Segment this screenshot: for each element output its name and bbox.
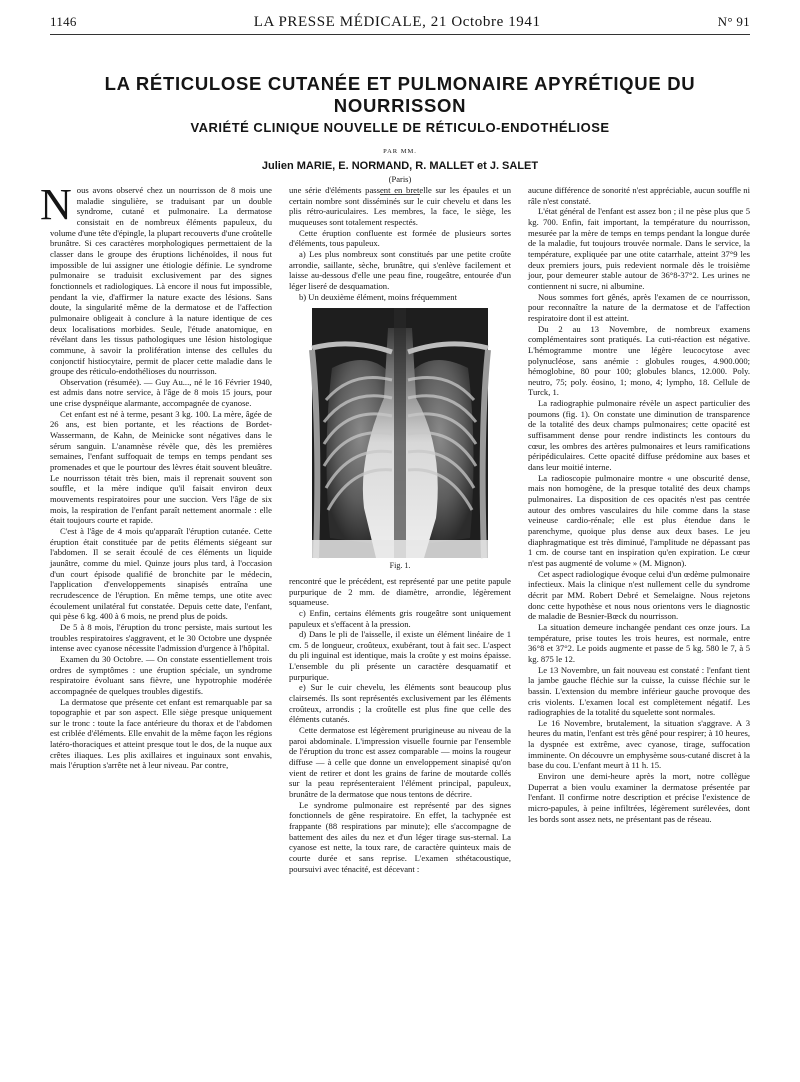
par-mm: PAR MM.	[383, 148, 417, 155]
paragraph: d) Dans le pli de l'aisselle, il existe un élément linéaire de 1 cm. 5 de longueur, croûteux, exubérant, tout à fait sec. L'aspect du pli inguinal est identique, mais la croûte y est moins épaisse. L'ensemble du pli présente un caractère desquamatif et purpurique.	[289, 629, 511, 682]
paragraph: C'est à l'âge de 4 mois qu'apparaît l'éruption cutanée. Cette éruption était constituée par de petits éléments siégeant sur l'abdomen. Il se serait écoulé de ces éléments un liquide jaunâtre, comme du miel. Quinze jours plus tard, à l'occasion d'un court épisode qualifié de bronchite par le médecin, l'application d'enveloppements sinapisés entraîna une recrudescence de l'éruption. En même temps, une otite avec écoulement unilatéral fut constatée. Depuis cette date, l'enfant, qui pèse 6 kg. 400 à 6 mois, ne prend plus de poids.	[50, 526, 272, 622]
paragraph: Cet aspect radiologique évoque celui d'un œdème pulmonaire infectieux. Mais la clinique n'est nullement celle du syndrome décrit par MM. Robert Debré et Semelaigne. Nous rejetons donc cette hypothèse et nous nous orientons vers le diagnostic de maladie de Besnier-Bœck du nourrisson.	[528, 568, 750, 622]
paragraph: Cette dermatose est légèrement prurigineuse au niveau de la paroi abdominale. L'impression visuelle fournie par l'ensemble de l'éruption du tronc est assez comparable — moins la rougeur diffuse — à celle que donne un enveloppement sinapisé qu'on vient de retirer et dont les grains de farine de moutarde collés sur la peau représenteraient l'élément principal, papuleux, brunâtre de la dermatose que nous tentons de décrire.	[289, 725, 511, 799]
chest-radiograph-image	[312, 308, 488, 558]
page-number: 1146	[50, 14, 77, 29]
journal-title: LA PRESSE MÉDICALE, 21 Octobre 1941	[253, 14, 541, 30]
issue-number: N° 91	[717, 14, 750, 29]
paragraph: Cette éruption confluente est formée de plusieurs sortes d'éléments, tous papuleux.	[289, 227, 511, 249]
paragraph: rencontré que le précédent, est représenté par une petite papule purpurique de 2 mm. de diamètre, arrondie, légèrement squameuse.	[289, 575, 511, 608]
paragraph: aucune différence de sonorité n'est appréciable, aucun souffle ni râle n'est constaté.	[528, 185, 750, 206]
column-2	[289, 185, 511, 1055]
paragraph: Nous sommes fort gênés, après l'examen de ce nourrisson, pour reconnaître la nature de la dermatose et de l'affection respiratoire dont il est atteint.	[528, 291, 750, 323]
drop-cap: N	[40, 180, 72, 229]
title-block	[50, 73, 750, 195]
paragraph: La radiographie pulmonaire révèle un aspect particulier des poumons (fig. 1). On constate une diminution de transparence de la totalité des deux champs pulmonaires; cette opacité est suffisamment dense pour rendre indistincts les contours du cœur, les ombres des artères pulmonaires et leurs ramifications péripédiculaires. Cette opacité diffuse prédomine aux bases et dans leur moitié interne.	[528, 398, 750, 473]
paragraph: Examen du 30 Octobre. — On constate essentiellement trois ordres de symptômes : une éruption spéciale, un syndrome respiratoire évoluant sans fièvre, une hypotrophie modérée accompagnée de quelques troubles digestifs.	[50, 653, 272, 696]
figure-1	[289, 308, 511, 572]
paragraph: Le 13 Novembre, un fait nouveau est constaté : l'enfant tient la jambe gauche fléchie sur la cuisse, la cuisse fléchie sur le bassin. L'extension du membre inférieur gauche provoque des cris violents. L'examen local est complètement négatif. Les radiographies de la totalité du squelette sont normales.	[528, 664, 750, 718]
article-title: LA RÉTICULOSE CUTANÉE ET PULMONAIRE APYRÉTIQUE DU NOURRISSON	[104, 73, 696, 116]
paragraph: Cet enfant est né à terme, pesant 3 kg. 100. La mère, âgée de 26 ans, est bien portante, et les réactions de Bordet-Wassermann, de Kahn, de Meinicke sont négatives dans le sérum sanguin. L'anamnèse révèle que, dès les premières semaines, l'enfant suffoquait de temps en temps pendant ses promenades et que le pourtour des lèvres était souvent bleuâtre. Le nourrisson tétait très bien, mais il reprenait souvent son souffle, et la mère indique qu'il faisait environ deux mouvements respiratoires pour une succion. Vers l'âge de six mois, la respiration de l'enfant paraît nettement anormale : elle était toujours courte et rapide.	[50, 408, 272, 526]
paragraph: b) Un deuxième élément, moins fréquemment	[299, 291, 457, 302]
paragraph: une série d'éléments passent en bretelle sur les épaules et un certain nombre sont disséminés sur le cuir chevelu et dans les plis rétro-auriculaires. Les membres, la face, le siège, les muqueuses sont totalement respectés.	[289, 185, 511, 227]
paragraph: c) Enfin, certains éléments gris rougeâtre sont uniquement papuleux et s'effacent à la pression.	[289, 607, 511, 629]
body-columns	[40, 180, 750, 1055]
paragraph: ous avons observé chez un nourrisson de 8 mois une maladie singulière, se traduisant par un double syndrome, cutané et pulmonaire. La dermatose consistait en de nombreux éléments papuleux, du volume d'une tête d'épingle, la plupart recouverts d'une croûtelle brunâtre. Si ces caractères morphologiques permettaient de la classer dans le groupe des éruptions lichénoïdes, il nous fut impossible de lui assigner une étiologie définie. Le syndrome pulmonaire se traduisit exclusivement par des signes fonctionnels et radiologiques. Là encore il nous fut impossible, pendant la vie, d'affirmer la nature exacte des lésions. Sans doute, la singularité même de la dermatose et de l'affection pulmonaire obligeait à conclure à la nature identique de ces deux localisations morbides. Seule, l'étude anatomique, en révélant dans les tissus pathologiques une lésion histologique commune, à savoir la prolifération intense des cellules du conjonctif histiocytaire, permit de placer cette maladie dans le groupe des réticulo-endothélioses du nourrisson.	[50, 185, 272, 377]
figure-caption: Fig. 1.	[389, 561, 411, 571]
paragraph: Du 2 au 13 Novembre, de nombreux examens complémentaires sont pratiqués. La cuti-réaction est négative. L'hémogramme montre une légère leucocytose avec polynucléose, sans anémie : globules rouges, 4.900.000; hémoglobine, 80 pour 100; globules blancs, 12.000. Poly. neutro, 75; poly. éosino, 1; mono, 4; lympho, 18. Cellule de Turck, 1.	[528, 323, 750, 398]
paragraph: De 5 à 8 mois, l'éruption du tronc persiste, mais surtout les troubles respiratoires s'aggravent, et le 30 Octobre une dyspnée intense avec cyanose nécessite l'admission d'urgence à l'hôpital.	[50, 621, 272, 654]
column-3	[528, 185, 750, 1055]
paragraph: Le 16 Novembre, brutalement, la situation s'aggrave. A 3 heures du matin, l'enfant est très gêné pour respirer; à 10 heures, la dyspnée est extrême, avec cyanose, tirage, suffocation imminente. On découvre un emphysème sous-cutané discret à la base du cou. L'enfant meurt à 11 h. 15.	[528, 717, 750, 771]
paragraph: Environ une demi-heure après la mort, notre collègue Duperrat a bien voulu examiner la dermatose présentée par l'enfant. Il confirme notre description et précise l'existence de micro-papules, à peine infiltrées, légèrement surélevées, dont les bords sont assez nets, ne présentant pas de réseau.	[528, 771, 750, 824]
paragraph: La dermatose que présente cet enfant est remarquable par sa topographie et par son aspect. Elle siège presque uniquement sur le tronc : toute la face antérieure du thorax et de l'abdomen est criblée d'éléments. Elle envahit de la même façon les régions latéro-thoraciques et atteint presque tout le dos, de la nuque aux crêtes iliaques. Les plis axillaires et inguinaux sont envahis, mais l'éruption s'arrête net à leur niveau. Par contre,	[50, 696, 272, 771]
paragraph: L'état général de l'enfant est assez bon ; il ne pèse plus que 5 kg. 700. Enfin, fait important, la température du nourrisson, mesurée par la mère de temps en temps pendant la longue durée de la maladie, fut toujours trouvée normale. Dans le service, la température, expliquée par une otite catarrhale, atteint 37°9 les deux premiers jours, puis redevient normale dès le troisième jour, pour demeurer stable autour de 36°8-37°2. Les urines ne contiennent ni sucre, ni albumine.	[528, 206, 750, 291]
paragraph: La radioscopie pulmonaire montre « une obscurité dense, mais non homogène, de la presque totalité des deux champs pulmonaires. La disposition de ces opacités n'est pas centrée autour des ombres vasculaires du hile comme dans la stase veineuse cardio-rénale; elle est plus étendue dans le parenchyme, quoique plus dense aux deux bases. Le jeu diaphragmatique est très diminué, l'amplitude ne dépassant pas 1 cm. de course tant en inspiration qu'en expiration. Le cœur n'est pas augmenté de volume » (M. Mignon).	[528, 472, 750, 568]
paragraph: a) Les plus nombreux sont constitués par une petite croûte arrondie, saillante, sèche, brunâtre, qui s'enlève facilement et laisse au-dessous d'elle une peau fine, rougeâtre, entourée d'un léger liseré de desquamation.	[289, 248, 511, 291]
column-1	[40, 180, 272, 1055]
paragraph: Observation (résumée). — Guy Au..., né le 16 Février 1940, est admis dans notre service, à l'âge de 8 mois 15 jours, pour une crise dyspnéique alarmante, accompagnée de cyanose.	[50, 376, 272, 409]
paragraph: La situation demeure inchangée pendant ces onze jours. La température, prise toutes les trois heures, est normale, entre 36°8 et 37°2. Le poids augmente et passe de 5 kg. 580 le 7, à 5 kg. 875 le 12.	[528, 621, 750, 664]
paragraph: e) Sur le cuir chevelu, les éléments sont beaucoup plus clairsemés. Ils sont représentés exclusivement par les éléments croûteux, arrondis ; la croûtelle est plus fine que celle des éléments cutanés.	[289, 682, 511, 725]
running-head	[50, 14, 750, 35]
authors: Julien MARIE, E. NORMAND, R. MALLET et J. SALET	[261, 160, 539, 172]
affiliation-place: (Paris)	[388, 174, 412, 184]
article-subtitle: VARIÉTÉ CLINIQUE NOUVELLE DE RÉTICULO-ENDOTHÉLIOSE	[190, 120, 610, 135]
paragraph: Le syndrome pulmonaire est représenté par des signes fonctionnels de gêne respiratoire. En effet, la tachypnée est frappante (88 respirations par minute); elle s'accompagne de battement des ailes du nez et d'un léger tirage sus-sternal. La cyanose est nette, la toux rare, de caractère quinteux mais de courte durée et sans reprise. L'examen sthétacoustique, poursuivi avec ténacité, est décevant :	[289, 799, 511, 874]
